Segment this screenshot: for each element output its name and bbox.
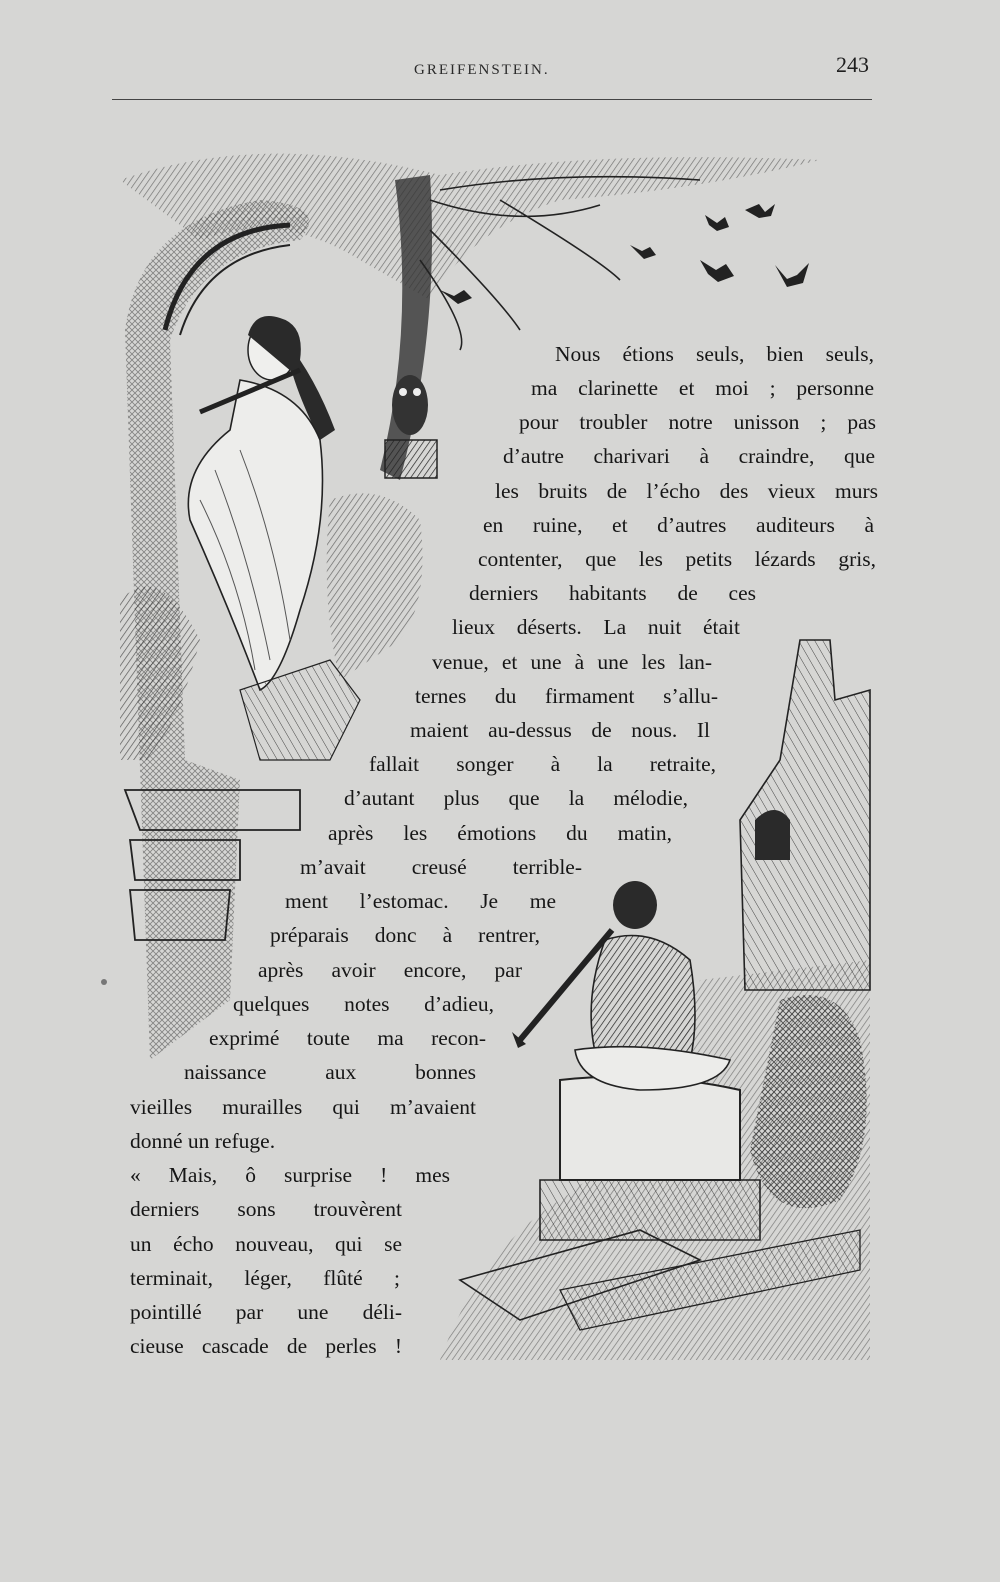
text-line: maient au-dessus de nous. Il bbox=[410, 718, 710, 742]
text-line: quelques notes d’adieu, bbox=[233, 992, 494, 1016]
text-line: un écho nouveau, qui se bbox=[130, 1232, 402, 1256]
text-line: exprimé toute ma recon- bbox=[209, 1026, 486, 1050]
text-line: ternes du firmament s’allu- bbox=[415, 684, 718, 708]
text-line: ment l’estomac. Je me bbox=[285, 889, 556, 913]
text-line: cieuse cascade de perles ! bbox=[130, 1334, 402, 1358]
text-line: vieilles murailles qui m’avaient bbox=[130, 1095, 476, 1119]
text-line: d’autre charivari à craindre, que bbox=[503, 444, 875, 468]
text-line: Nous étions seuls, bien seuls, bbox=[555, 342, 874, 366]
text-line: venue, et une à une les lan- bbox=[432, 650, 712, 674]
text-line: pointillé par une déli- bbox=[130, 1300, 402, 1324]
text-line: ma clarinette et moi ; personne bbox=[531, 376, 874, 400]
text-line: après avoir encore, par bbox=[258, 958, 522, 982]
text-line: donné un refuge. bbox=[130, 1129, 276, 1153]
text-line: les bruits de l’écho des vieux murs bbox=[495, 479, 878, 503]
flute-player-figure bbox=[188, 316, 335, 690]
text-line: derniers sons trouvèrent bbox=[130, 1197, 402, 1221]
text-line: après les émotions du matin, bbox=[328, 821, 672, 845]
text-line: naissance aux bonnes bbox=[184, 1060, 476, 1084]
text-line: en ruine, et d’autres auditeurs à bbox=[483, 513, 874, 537]
text-line: pour troubler notre unisson ; pas bbox=[519, 410, 876, 434]
text-line: lieux déserts. La nuit était bbox=[452, 615, 740, 639]
text-line: préparais donc à rentrer, bbox=[270, 923, 540, 947]
text-line: d’autant plus que la mélodie, bbox=[344, 786, 688, 810]
bottom-right-scene bbox=[440, 640, 870, 1360]
text-line: contenter, que les petits lézards gris, bbox=[478, 547, 876, 571]
margin-speck bbox=[101, 979, 107, 985]
text-line: « Mais, ô surprise ! mes bbox=[130, 1163, 450, 1187]
text-line: derniers habitants de ces bbox=[469, 581, 756, 605]
text-line: terminait, léger, flûté ; bbox=[130, 1266, 400, 1290]
running-title: GREIFENSTEIN. bbox=[414, 62, 550, 78]
page-number: 243 bbox=[836, 52, 869, 77]
text-line: m’avait creusé terrible- bbox=[300, 855, 582, 879]
text-line: fallait songer à la retraite, bbox=[369, 752, 716, 776]
